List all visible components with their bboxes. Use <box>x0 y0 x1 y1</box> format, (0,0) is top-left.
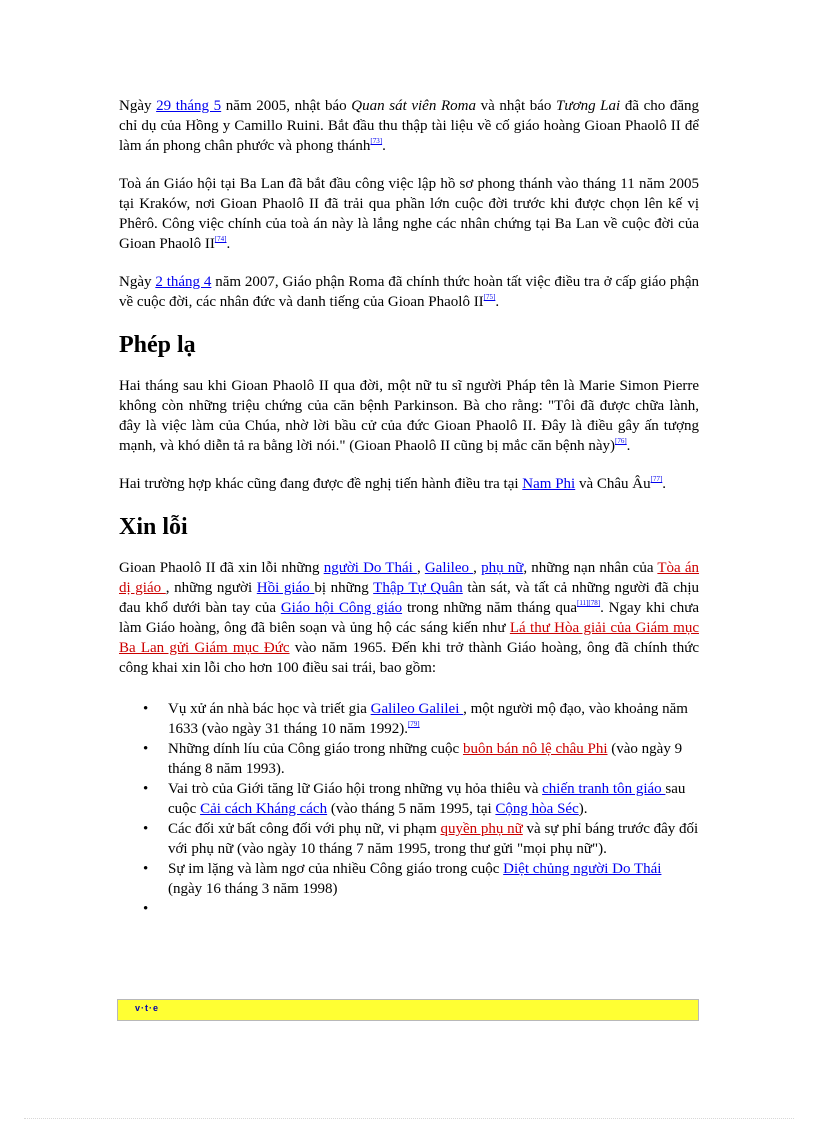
citation[interactable] <box>484 293 496 301</box>
link-2-thang-4[interactable]: 2 tháng 4 <box>155 274 212 290</box>
citation-link[interactable]: [73] <box>370 137 383 145</box>
text: Hai trường hợp khác cũng đang được đề nghị tiến hành điều tra tại <box>119 476 523 492</box>
navbox-vte-link[interactable]: v·t·e <box>135 1003 160 1013</box>
bullet-icon: • <box>143 781 149 797</box>
link-29-thang-5[interactable]: 29 tháng 5 <box>156 98 222 114</box>
text: (vào tháng 5 năm 1995, tại <box>327 801 496 817</box>
paragraph-krakow-tribunal <box>119 174 699 254</box>
text: (vào ngày 9 tháng 8 năm 1993). <box>168 741 683 777</box>
paragraph-other-cases <box>119 474 699 494</box>
navbox <box>117 999 699 1021</box>
citation[interactable] <box>615 437 627 445</box>
text: và sự phỉ báng trước đây đối với phụ nữ (vào ngày 10 tháng 7 năm 1995, trong thư gửi "mọi phụ nữ"). <box>168 821 699 857</box>
paragraph-miracle <box>119 376 699 456</box>
text: (ngày 16 tháng 3 năm 1998) <box>168 881 338 897</box>
text: và Châu Âu <box>575 476 651 492</box>
text: , <box>473 560 482 576</box>
link-nam-phi[interactable]: Nam Phi <box>522 476 576 492</box>
citation-link[interactable]: [79] <box>407 720 420 728</box>
text: đã cho đăng chỉ dụ của Hồng y Camillo Ruini. Bắt đầu thu thập tài liệu về cố giáo hoàng Gioan Phaolô II để làm án phong chân phước và phong thánh <box>119 98 700 154</box>
link-cong-hoa-sec[interactable]: Cộng hòa Séc <box>495 801 579 817</box>
bullet-icon: • <box>143 821 149 837</box>
text: bị những <box>314 580 374 596</box>
link-galileo-galilei[interactable]: Galileo Galilei <box>370 701 464 717</box>
text: vào năm 1965. Đến khi trở thành Giáo hoàng, ông đã chính thức công khai xin lỗi cho hơn 100 điều sai trái, bao gồm: <box>119 640 699 676</box>
text: trong những năm tháng qua <box>402 600 577 616</box>
text: , <box>416 560 425 576</box>
paragraph-beatification-start <box>119 96 699 156</box>
text: . <box>626 438 631 454</box>
newspaper-name: Quan sát viên Roma <box>351 98 476 114</box>
text: , những nạn nhân của <box>523 560 658 576</box>
citation[interactable] <box>215 235 227 243</box>
list-item-empty <box>119 899 699 919</box>
citation[interactable] <box>408 720 420 728</box>
link-quyen-phu-nu[interactable]: quyền phụ nữ <box>440 821 523 837</box>
text: Các đối xử bất công đối với phụ nữ, vi phạm <box>168 821 441 837</box>
text: , những người <box>165 580 257 596</box>
text: năm 2007, Giáo phận Roma đã chính thức hoàn tất việc điều tra ở cấp giáo phận về cuộc đời, các nhân đức và danh tiếng của Gioan Phaolô II <box>119 274 699 310</box>
paragraph-diocesan-investigation <box>119 272 699 312</box>
link-diet-chung[interactable]: Diệt chủng người Do Thái <box>503 861 662 877</box>
text: Gioan Phaolô II đã xin lỗi những <box>119 560 324 576</box>
page-bottom-divider <box>24 1118 794 1119</box>
text: Ngày <box>119 98 157 114</box>
link-galileo[interactable]: Galileo <box>424 560 474 576</box>
text: tàn sát, và tất cả những người đã chịu đau khổ dưới bàn tay của <box>119 580 700 616</box>
text: Hai tháng sau khi Gioan Phaolô II qua đời, một nữ tu sĩ người Pháp tên là Marie Simon Pierre không còn những triệu chứng của căn bệnh Parkinson. Bà cho rằng: "Tôi đã được chữa lành, đây là việc làm của Chúa, nhờ lời bầu cử của đức Gioan Phaolô II. Đây là điều gây ấn tượng mạnh, và khó diễn tả ra bằng lời nói." (Gioan Phaolô II cũng bị mắc căn bệnh này) <box>119 378 699 454</box>
link-la-thu-hoa-giai[interactable]: Lá thư Hòa giải của Giám mục Ba Lan gửi Giám mục Đức <box>119 620 699 656</box>
citation-link[interactable]: [77] <box>650 475 663 483</box>
link-giao-hoi-cong-giao[interactable]: Giáo hội Công giáo <box>280 600 403 616</box>
apology-list <box>119 699 699 919</box>
section-heading-miracle: Phép lạ <box>119 332 196 358</box>
link-cai-cach-khang-cach[interactable]: Cải cách Kháng cách <box>200 801 328 817</box>
text: , một người mộ đạo, vào khoảng năm 1633 (vào ngày 31 tháng 10 năm 1992). <box>168 701 688 737</box>
text: . <box>662 476 667 492</box>
text: Sự im lặng và làm ngơ của nhiều Công giáo trong cuộc <box>168 861 504 877</box>
list-item <box>119 819 699 859</box>
link-toa-an-di-giao[interactable]: Tòa án dị giáo <box>119 560 700 596</box>
citation-link[interactable]: [76] <box>615 437 627 445</box>
link-thap-tu-quan[interactable]: Thập Tự Quân <box>373 580 463 596</box>
list-item <box>119 779 699 819</box>
text: Vụ xử án nhà bác học và triết gia <box>168 701 371 717</box>
article-body <box>119 96 699 919</box>
bullet-icon: • <box>143 701 149 717</box>
link-hoi-giao[interactable]: Hồi giáo <box>256 580 315 596</box>
text: . <box>495 294 500 310</box>
citation-link[interactable]: [11][78] <box>576 599 601 607</box>
text: . Ngay khi chưa làm Giáo hoàng, ông đã biên soạn và ủng hộ các sáng kiến như <box>119 600 699 636</box>
paragraph-apology <box>119 558 699 678</box>
text: sau cuộc <box>168 781 686 817</box>
link-nguoi-do-thai[interactable]: người Do Thái <box>323 560 417 576</box>
citation[interactable] <box>370 137 382 145</box>
text: Ngày <box>119 274 156 290</box>
text: . <box>226 236 231 252</box>
list-item <box>119 739 699 779</box>
text: Toà án Giáo hội tại Ba Lan đã bắt đầu công việc lập hồ sơ phong thánh vào tháng 11 năm 2005 tại Kraków, nơi Gioan Phaolô II đã trải qua phần lớn cuộc đời trước khi được chọn lên kế vị Phêrô. Công việc chính của toà án này là lắng nghe các nhân chứng tại Ba Lan về cuộc đời của Gioan Phaolô II <box>119 176 699 252</box>
link-buon-ban-no-le[interactable]: buôn bán nô lệ châu Phi <box>462 741 608 757</box>
citation-link[interactable]: [75] <box>483 293 496 301</box>
text: năm 2005, nhật báo <box>221 98 352 114</box>
link-phu-nu[interactable]: phụ nữ <box>481 560 524 576</box>
newspaper-name: Tương Lai <box>556 98 621 114</box>
text: . <box>382 138 386 154</box>
text: Vai trò của Giới tăng lữ Giáo hội trong những vụ hỏa thiêu và <box>168 781 543 797</box>
bullet-icon: • <box>143 861 149 877</box>
citation[interactable] <box>577 599 600 607</box>
list-item <box>119 699 699 739</box>
citation-link[interactable]: [74] <box>214 235 227 243</box>
link-chien-tranh-ton-giao[interactable]: chiến tranh tôn giáo <box>542 781 666 797</box>
text: Những dính líu của Công giáo trong những cuộc <box>168 741 463 757</box>
list-item <box>119 859 699 899</box>
bullet-icon: • <box>143 741 149 757</box>
bullet-icon: • <box>143 901 149 917</box>
text: ). <box>578 801 588 817</box>
text: và nhật báo <box>475 98 557 114</box>
citation[interactable] <box>651 475 663 483</box>
section-heading-apology: Xin lỗi <box>119 514 188 540</box>
